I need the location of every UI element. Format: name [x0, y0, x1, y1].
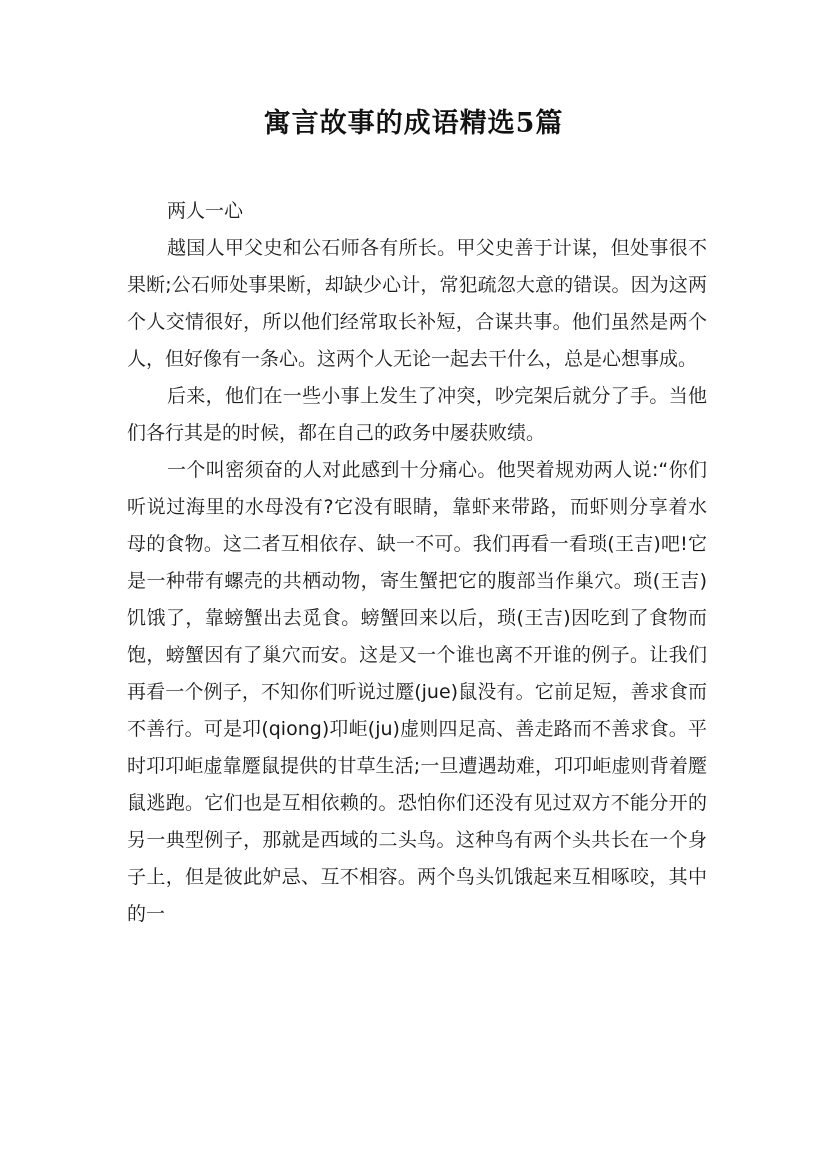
section-heading: 两人一心 — [167, 200, 244, 222]
document-body — [127, 193, 707, 933]
paragraph-2: 后来，他们在一些小事上发生了冲突，吵完架后就分了手。当他们各行其是的时候，都在自己的政务中屡获败绩。 — [127, 385, 707, 444]
paragraph-1: 越国人甲父史和公石师各有所长。甲父史善于计谋，但处事很不果断;公石师处事果断，却缺少心计，常犯疏忽大意的错误。因为这两个人交情很好，所以他们经常取长补短，合谋共事。他们虽然是两个人，但好像有一条心。这两个人无论一起去干什么，总是心想事成。 — [127, 237, 707, 370]
paragraph-3: 一个叫密须奋的人对此感到十分痛心。他哭着规劝两人说:“你们听说过海里的水母没有?它没有眼睛，靠虾来带路，而虾则分享着水母的食物。这二者互相依存、缺一不可。我们再看一看琐(王吉)吧!它是一种带有螺壳的共栖动物，寄生蟹把它的腹部当作巢穴。琐(王吉)饥饿了，靠螃蟹出去觅食。螃蟹回来以后，琐(王吉)因吃到了食物而饱，螃蟹因有了巢穴而安。这是又一个谁也离不开谁的例子。让我们再看一个例子，不知你们听说过蹷(jue)鼠没有。它前足短，善求食而不善行。可是卭(qiong)卭岠(ju)虚则四足高、善走路而不善求食。平时卭卭岠虚靠蹷鼠提供的甘草生活;一旦遭遇劫难，卭卭岠虚则背着蹷鼠逃跑。它们也是互相依赖的。恐怕你们还没有见过双方不能分开的另一典型例子，那就是西域的二头鸟。这种鸟有两个头共长在一个身子上，但是彼此妒忌、互不相容。两个鸟头饥饿起来互相啄咬，其中的一 — [127, 459, 707, 925]
document-title: 寓言故事的成语精选5篇 — [263, 108, 564, 139]
